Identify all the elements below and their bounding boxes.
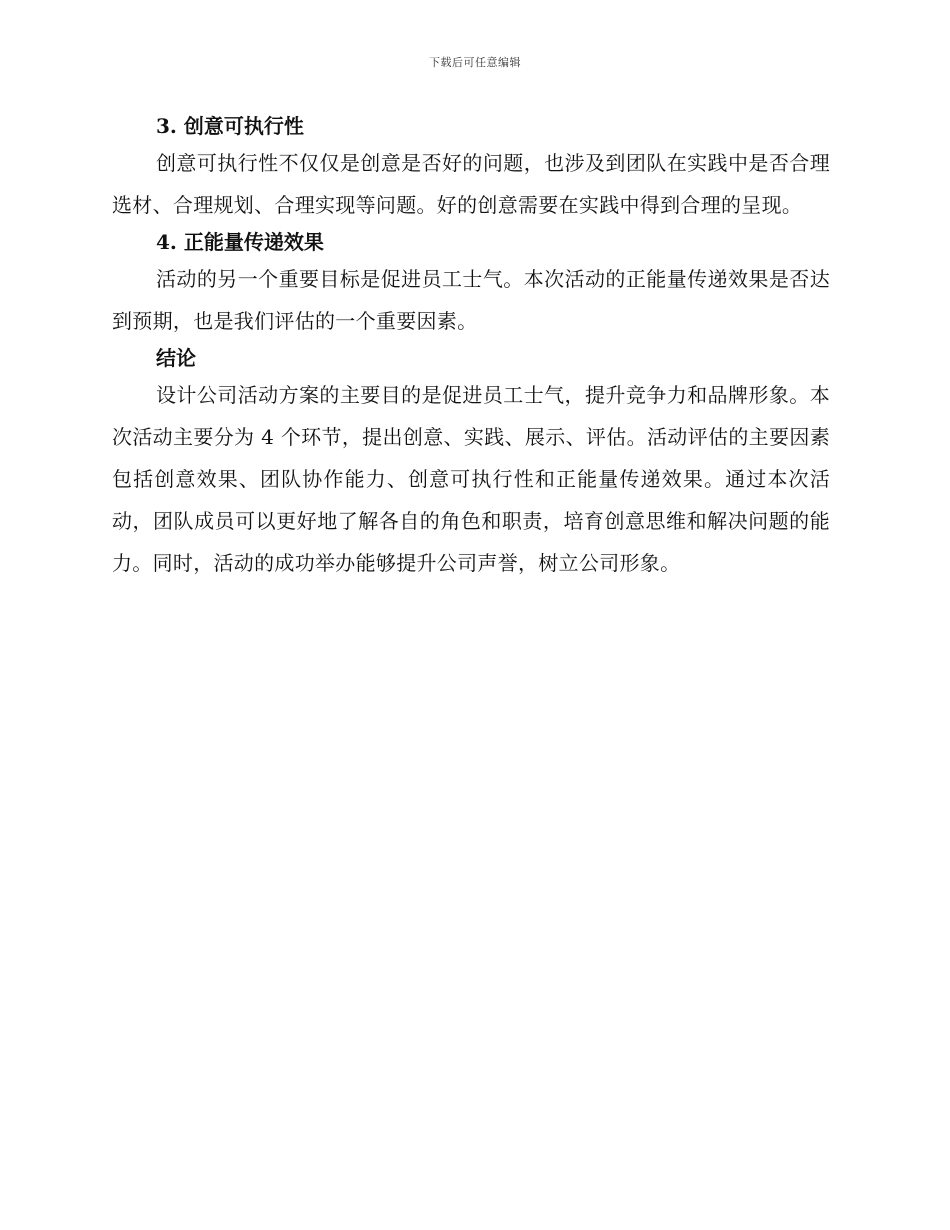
section-paragraph-feasibility: 创意可执行性不仅仅是创意是否好的问题，也涉及到团队在实践中是否合理选材、合理规划、合理实现等问题。好的创意需要在实践中得到合理的呈现。 bbox=[112, 151, 830, 217]
section-heading-positive-energy: 4. 正能量传递效果 bbox=[156, 230, 324, 254]
header-note: 下载后可任意编辑 bbox=[429, 56, 521, 69]
section-paragraph-positive-energy: 活动的另一个重要目标是促进员工士气。本次活动的正能量传递效果是否达到预期，也是我们评估的一个重要因素。 bbox=[112, 267, 830, 333]
document-body bbox=[112, 110, 830, 584]
section-heading-conclusion: 结论 bbox=[156, 346, 196, 370]
section-heading-feasibility: 3. 创意可执行性 bbox=[156, 114, 304, 138]
section-paragraph-conclusion: 设计公司活动方案的主要目的是促进员工士气，提升竞争力和品牌形象。本次活动主要分为 4 个环节，提出创意、实践、展示、评估。活动评估的主要因素包括创意效果、团队协作能力、创意可执行性和正能量传递效果。通过本次活动，团队成员可以更好地了解各自的角色和职责，培育创意思维和解决问题的能力。同时，活动的成功举办能够提升公司声誉，树立公司形象。 bbox=[112, 383, 830, 575]
